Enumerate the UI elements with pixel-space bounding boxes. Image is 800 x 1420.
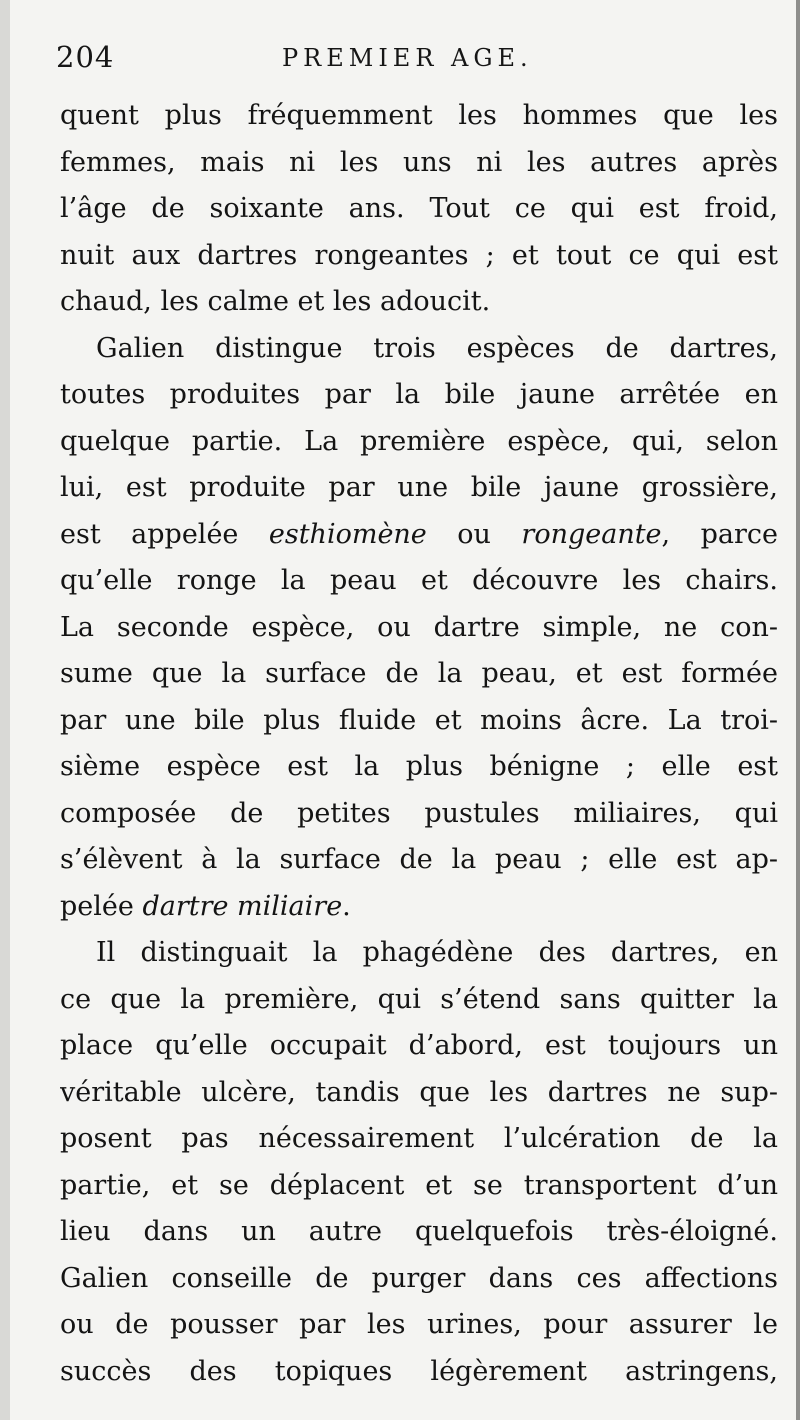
text-line: Galien conseille de purger dans ces affections bbox=[60, 1262, 778, 1294]
text-line: ou de pousser par les urines, pour assurer le bbox=[60, 1309, 778, 1340]
text-line: Il distinguait la phagédène des dartres, en bbox=[96, 937, 778, 968]
text-line: lui, est produite par une bile jaune grossière, bbox=[60, 472, 778, 503]
text-line: posent pas nécessairement l’ulcération de la bbox=[60, 1123, 778, 1154]
page-header bbox=[56, 40, 776, 80]
text-line: sième espèce est la plus bénigne ; elle est bbox=[60, 751, 778, 782]
text-line: l’âge de soixante ans. Tout ce qui est froid, bbox=[60, 193, 778, 224]
text-segment: . bbox=[342, 890, 351, 922]
text-line: quelque partie. La première espèce, qui, selon bbox=[60, 425, 778, 457]
text-line: quent plus fréquemment les hommes que les bbox=[60, 100, 778, 131]
text-line bbox=[60, 512, 778, 559]
text-line: lieu dans un autre quelquefois très-éloigné. bbox=[60, 1216, 778, 1247]
text-line: femmes, mais ni les uns ni les autres après bbox=[60, 146, 778, 178]
text-line: partie, et se déplacent et se transportent d’un bbox=[60, 1169, 778, 1201]
text-line: Galien distingue trois espèces de dartres, bbox=[96, 332, 778, 364]
italic-term: esthiomène bbox=[268, 518, 427, 550]
running-title: PREMIER AGE. bbox=[282, 44, 533, 72]
text-segment: est appelée bbox=[60, 518, 269, 550]
text-line: nuit aux dartres rongeantes ; et tout ce qui est bbox=[60, 239, 778, 271]
text-line: succès des topiques légèrement astringens, bbox=[60, 1355, 778, 1387]
italic-term: rongeante bbox=[521, 518, 662, 550]
text-line: toutes produites par la bile jaune arrêtée en bbox=[60, 379, 778, 410]
italic-term: dartre miliaire bbox=[142, 890, 343, 922]
text-line bbox=[60, 884, 778, 931]
text-line: La seconde espèce, ou dartre simple, ne con- bbox=[60, 611, 778, 643]
text-line: composée de petites pustules miliaires, qui bbox=[60, 797, 778, 829]
page-number: 204 bbox=[56, 40, 115, 74]
text-segment: , parce bbox=[661, 518, 778, 550]
text-line: s’élèvent à la surface de la peau ; elle est ap- bbox=[60, 844, 778, 875]
text-line: véritable ulcère, tandis que les dartres ne sup- bbox=[60, 1076, 778, 1108]
text-segment: ou bbox=[426, 518, 522, 550]
text-line: sume que la surface de la peau, et est formée bbox=[60, 658, 778, 689]
text-line: place qu’elle occupait d’abord, est toujours un bbox=[60, 1030, 778, 1061]
text-line: ce que la première, qui s’étend sans quitter la bbox=[60, 983, 778, 1015]
text-segment: pelée bbox=[60, 890, 143, 922]
body-text bbox=[60, 93, 778, 1395]
text-line: chaud, les calme et les adoucit. bbox=[60, 286, 491, 317]
text-line: qu’elle ronge la peau et découvre les chairs. bbox=[60, 565, 778, 596]
text-line: par une bile plus fluide et moins âcre. La troi- bbox=[60, 704, 778, 736]
